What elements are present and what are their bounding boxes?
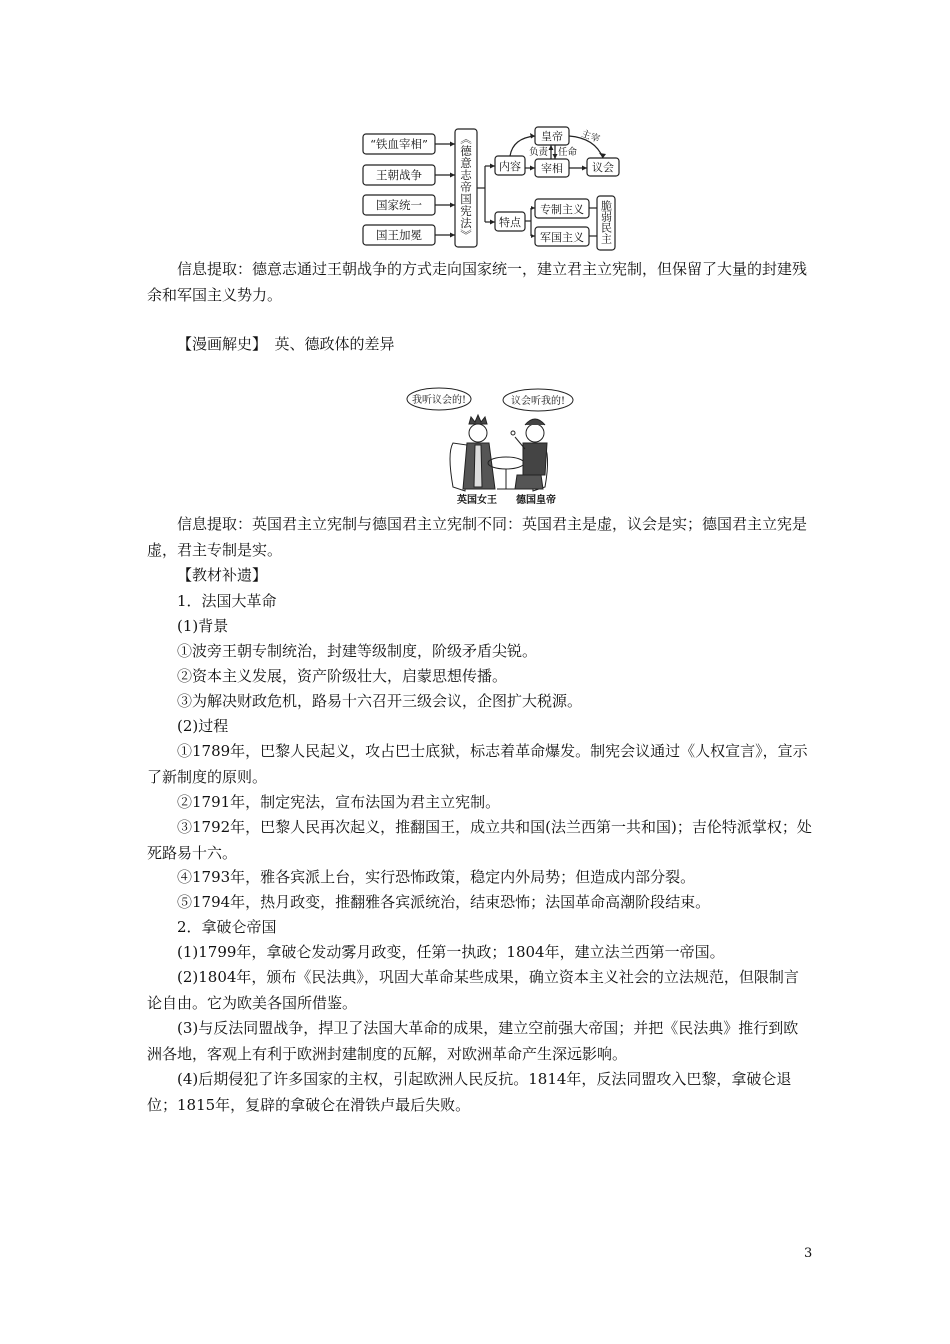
process-item-4: ④1793年，雅各宾派上台，实行恐怖政策，稳定内外局势；但造成内部分裂。 <box>177 868 696 886</box>
section-1-background: (1)背景 <box>177 617 229 635</box>
concept-diagram <box>355 124 635 252</box>
napoleon-item-4: (4)后期侵犯了许多国家的主权，引起欧洲人民反抗。1814年，反法同盟攻入巴黎，拿破仑退位；1815年，复辟的拿破仑在滑铁卢最后失败。 <box>147 1070 792 1114</box>
background-item-3: ③为解决财政危机，路易十六召开三级会议，企图扩大税源。 <box>177 692 583 710</box>
background-item-2: ②资本主义发展，资产阶级壮大，启蒙思想传播。 <box>177 667 508 685</box>
bubble-left: 我听议会的! <box>411 395 467 406</box>
diagram-fragile: 脆弱民主 <box>599 200 613 244</box>
comic-illustration <box>405 383 583 508</box>
supplement-heading: 【教材补遗】 <box>177 566 268 584</box>
info-extract-2: 信息提取：英国君主立宪制与德国君主立宪制不同：英国君主是虚，议会是实；德国君主立宪是虚，君主专制是实。 <box>147 515 808 559</box>
process-item-5: ⑤1794年，热月政变，推翻雅各宾派统治，结束恐怖；法国革命高潮阶段结束。 <box>177 893 711 911</box>
section-1-title: 1．法国大革命 <box>177 592 277 610</box>
background-item-1: ①波旁王朝专制统治，封建等级制度，阶级矛盾尖锐。 <box>177 642 538 660</box>
diagram-chancellor: 宰相 <box>541 162 563 175</box>
diagram-militarism: 军国主义 <box>540 231 584 244</box>
diagram-left-4: 国王加冕 <box>376 228 422 242</box>
process-item-2: ②1791年，制定宪法，宣布法国为君主立宪制。 <box>177 793 501 811</box>
diagram-left-1: “铁血宰相” <box>370 137 428 151</box>
diagram-center: 《德意志帝国宪法》 <box>459 133 473 241</box>
diagram-content: 内容 <box>499 160 521 173</box>
diagram-responsible: 负责 <box>528 147 548 158</box>
caption-emperor: 德国皇帝 <box>516 495 556 506</box>
napoleon-item-3: (3)与反法同盟战争，捍卫了法国大革命的成果，建立空前强大帝国；并把《民法典》推行到欧洲各地，客观上有利于欧洲封建制度的瓦解，对欧洲革命产生深远影响。 <box>147 1019 799 1063</box>
diagram-left-2: 王朝战争 <box>376 168 422 182</box>
diagram-dominate: 主宰 <box>579 128 602 146</box>
process-item-1: ①1789年，巴黎人民起义，攻占巴士底狱，标志着革命爆发。制宪会议通过《人权宣言》，宣示了新制度的原则。 <box>147 742 808 786</box>
diagram-parliament: 议会 <box>592 161 614 174</box>
info-extract-1: 信息提取：德意志通过王朝战争的方式走向国家统一，建立君主立宪制，但保留了大量的封建残余和军国主义势力。 <box>147 260 808 304</box>
caption-queen: 英国女王 <box>457 495 497 506</box>
diagram-appoint: 任命 <box>558 147 578 158</box>
page-number: 3 <box>804 1246 813 1261</box>
napoleon-item-2: (2)1804年，颁布《民法典》，巩固大革命某些成果，确立资本主义社会的立法规范，但限制言论自由。它为欧美各国所借鉴。 <box>147 968 799 1012</box>
bubble-right: 议会听我的! <box>510 396 566 407</box>
section-1-process: (2)过程 <box>177 717 229 735</box>
comic-heading: 【漫画解史】 英、德政体的差异 <box>177 335 395 353</box>
diagram-emperor: 皇帝 <box>541 130 563 143</box>
diagram-feature: 特点 <box>499 216 521 229</box>
diagram-autocracy: 专制主义 <box>540 203 584 216</box>
diagram-left-3: 国家统一 <box>376 198 422 212</box>
section-2-title: 2．拿破仑帝国 <box>177 918 277 936</box>
process-item-3: ③1792年，巴黎人民再次起义，推翻国王，成立共和国(法兰西第一共和国)；吉伦特派掌权；处死路易十六。 <box>147 818 812 862</box>
napoleon-item-1: (1)1799年，拿破仑发动雾月政变，任第一执政；1804年，建立法兰西第一帝国。 <box>177 943 725 961</box>
